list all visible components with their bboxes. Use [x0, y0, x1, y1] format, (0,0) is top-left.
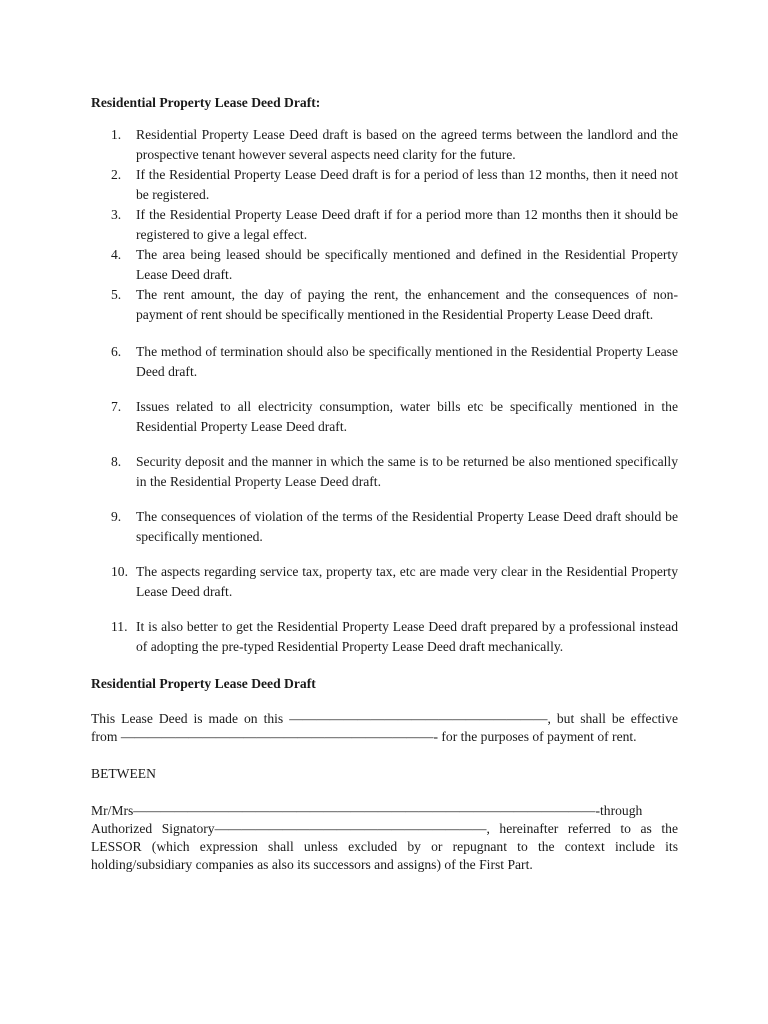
- list-item: [91, 342, 678, 382]
- list-item-number: 10.: [111, 564, 128, 579]
- list-item-number: 7.: [111, 399, 122, 414]
- section-heading-draft: Residential Property Lease Deed Draft: [91, 676, 316, 691]
- list-item-number: 11.: [111, 619, 128, 634]
- list-item-text: The area being leased should be specifically mentioned and defined in the Residential Property Lease Deed draft.: [136, 247, 678, 282]
- list-item-text: It is also better to get the Residential Property Lease Deed draft prepared by a professional instead of adopting the pre-typed Residential Property Lease Deed draft mechanically.: [136, 619, 678, 654]
- list-item-number: 5.: [111, 287, 122, 302]
- list-item: [91, 397, 678, 437]
- list-item: [91, 245, 678, 285]
- list-item: [91, 125, 678, 165]
- list-item-text: The aspects regarding service tax, property tax, etc are made very clear in the Residential Property Lease Deed draft.: [136, 564, 678, 599]
- lease-intro-paragraph: This Lease Deed is made on this ———————————————————, but shall be effective from ———————————————————————- for the purposes of payment of rent.: [91, 711, 678, 744]
- section-heading-guidelines: Residential Property Lease Deed Draft:: [91, 95, 321, 110]
- list-item: [91, 507, 678, 547]
- list-item-number: 8.: [111, 454, 122, 469]
- guidelines-list: [91, 125, 678, 657]
- list-item: [91, 165, 678, 205]
- list-item-text: Issues related to all electricity consumption, water bills etc be specifically mentioned in the Residential Property Lease Deed draft.: [136, 399, 678, 434]
- list-item: [91, 285, 678, 325]
- list-item-text: The method of termination should also be specifically mentioned in the Residential Property Lease Deed draft.: [136, 344, 678, 379]
- list-item-text: Residential Property Lease Deed draft is based on the agreed terms between the landlord and the prospective tenant however several aspects need clarity for the future.: [136, 127, 678, 162]
- list-item-number: 2.: [111, 167, 122, 182]
- list-item: [91, 205, 678, 245]
- list-item: [91, 452, 678, 492]
- list-item-text: The rent amount, the day of paying the rent, the enhancement and the consequences of non-payment of rent should be specifically mentioned in the Residential Property Lease Deed draft.: [136, 287, 678, 322]
- list-item-text: If the Residential Property Lease Deed draft if for a period more than 12 months then it should be registered to give a legal effect.: [136, 207, 678, 242]
- lessor-paragraph: Mr/Mrs——————————————————————————————————-through Authorized Signatory————————————————————, hereinafter referred to as the LESSOR (which expression shall unless excluded by or repugnant to the context include its holding/subsidiary companies as also its successors and assigns) of the First Part.: [91, 803, 678, 872]
- list-item-number: 1.: [111, 127, 122, 142]
- between-label: BETWEEN: [91, 766, 156, 781]
- list-item-number: 4.: [111, 247, 122, 262]
- list-item-text: If the Residential Property Lease Deed draft is for a period of less than 12 months, then it need not be registered.: [136, 167, 678, 202]
- list-item-number: 3.: [111, 207, 122, 222]
- list-item-text: Security deposit and the manner in which the same is to be returned be also mentioned specifically in the Residential Property Lease Deed draft.: [136, 454, 678, 489]
- list-item-number: 9.: [111, 509, 122, 524]
- list-item: [91, 562, 678, 602]
- list-item: [91, 617, 678, 657]
- list-item-number: 6.: [111, 344, 122, 359]
- list-item-text: The consequences of violation of the terms of the Residential Property Lease Deed draft should be specifically mentioned.: [136, 509, 678, 544]
